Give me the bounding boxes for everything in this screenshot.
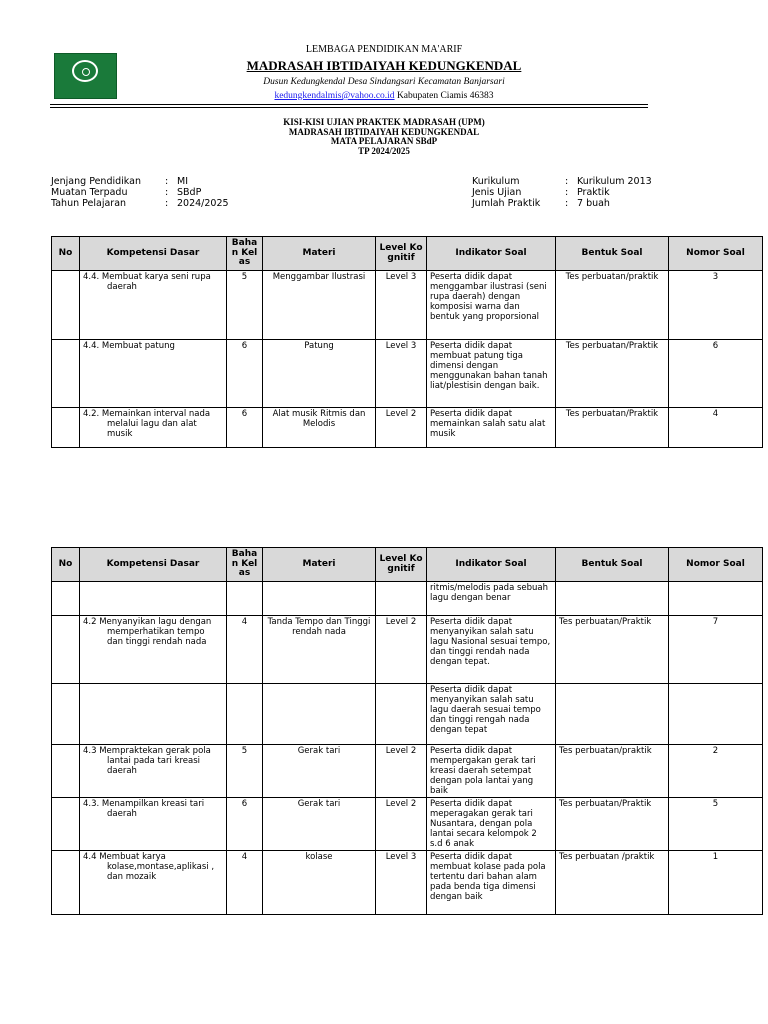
document-title: [0, 118, 768, 156]
title-line-1: KISI-KISI UJIAN PRAKTEK MADRASAH (UPM): [283, 117, 485, 127]
cell-no: [52, 408, 80, 448]
cell-no: [52, 340, 80, 408]
col-header-indikator: Indikator Soal: [427, 548, 556, 582]
cell-kelas: 5: [227, 271, 263, 340]
col-header-nomor: Nomor Soal: [669, 237, 763, 271]
info-value: Kurikulum 2013: [577, 176, 652, 187]
cell-kd: 4.3. Menampilkan kreasi tari daerah: [80, 798, 227, 851]
cell-nomor: 7: [669, 616, 763, 684]
title-line-3: MATA PELAJARAN SBdP: [330, 136, 438, 146]
cell-materi: [263, 582, 376, 616]
title-line-4: TP 2024/2025: [358, 145, 410, 156]
cell-nomor: 4: [669, 408, 763, 448]
table-header-row: [52, 548, 763, 582]
col-header-bentuk: Bentuk Soal: [556, 548, 669, 582]
cell-kd: [80, 684, 227, 745]
cell-no: [52, 684, 80, 745]
info-left: [51, 176, 229, 209]
info-right: [472, 176, 652, 209]
cell-indikator: ritmis/melodis pada sebuah lagu dengan benar: [427, 582, 556, 616]
table-row: [52, 684, 763, 745]
col-header-level: Level Kognitif: [376, 237, 427, 271]
cell-nomor: 5: [669, 798, 763, 851]
info-label: Jenjang Pendidikan: [51, 176, 141, 187]
cell-bentuk: Tes perbuatan/Praktik: [556, 340, 669, 408]
kisi-table-2: [51, 547, 763, 915]
cell-materi: Alat musik Ritmis dan Melodis: [263, 408, 376, 448]
cell-kelas: 4: [227, 616, 263, 684]
col-header-bentuk: Bentuk Soal: [556, 237, 669, 271]
info-value: 7 buah: [577, 198, 610, 209]
cell-level: [376, 684, 427, 745]
cell-kd: [80, 582, 227, 616]
cell-materi: [263, 684, 376, 745]
table-row: [52, 798, 763, 851]
col-header-kelas: Bahan Kelas: [227, 237, 263, 271]
cell-level: Level 3: [376, 271, 427, 340]
cell-no: [52, 745, 80, 798]
title-line-2: MADRASAH IBTIDAIYAH KEDUNGKENDAL: [288, 126, 480, 137]
cell-no: [52, 271, 80, 340]
info-label: Kurikulum: [472, 176, 520, 187]
cell-nomor: [669, 684, 763, 745]
cell-nomor: [669, 582, 763, 616]
info-label: Muatan Terpadu: [51, 187, 128, 198]
kisi-table-1: [51, 236, 763, 448]
col-header-nomor: Nomor Soal: [669, 548, 763, 582]
logo-caption: LP MA'ARIF NU: [61, 90, 110, 97]
table-row: [52, 271, 763, 340]
table-row: [52, 340, 763, 408]
cell-bentuk: [556, 684, 669, 745]
info-label: Jumlah Praktik: [472, 198, 541, 209]
cell-kd: 4.4. Membuat patung: [80, 340, 227, 408]
cell-level: Level 3: [376, 340, 427, 408]
cell-bentuk: Tes perbuatan/Praktik: [556, 408, 669, 448]
cell-bentuk: Tes perbuatan/praktik: [556, 271, 669, 340]
info-value: MI: [177, 176, 188, 187]
cell-nomor: 6: [669, 340, 763, 408]
cell-kd: 4.2 Menyanyikan lagu dengan memperhatikan tempo dan tinggi rendah nada: [80, 616, 227, 684]
cell-nomor: 3: [669, 271, 763, 340]
cell-kd: 4.4 Membuat karya kolase,montase,aplikasi , dan mozaik: [80, 851, 227, 915]
info-row: Jenjang Pendidikan : MI: [51, 176, 188, 187]
cell-indikator: Peserta didik dapat membuat kolase pada pola tertentu dari bahan alam pada benda tiga dimensi dengan baik: [427, 851, 556, 915]
cell-kelas: 6: [227, 340, 263, 408]
email-link[interactable]: kedungkendalmis@vahoo.co.id: [274, 91, 395, 101]
cell-bentuk: Tes perbuatan/Praktik: [556, 616, 669, 684]
cell-kd: 4.4. Membuat karya seni rupa daerah: [80, 271, 227, 340]
header-contact: [0, 91, 768, 101]
cell-materi: Gerak tari: [263, 798, 376, 851]
cell-no: [52, 582, 80, 616]
cell-level: Level 2: [376, 798, 427, 851]
cell-indikator: Peserta didik dapat mempergakan gerak tari kreasi daerah setempat dengan pola lantai yang baik: [427, 745, 556, 798]
table-row: [52, 745, 763, 798]
cell-kd: 4.3 Mempraktekan gerak pola lantai pada tari kreasi daerah: [80, 745, 227, 798]
cell-kelas: 6: [227, 408, 263, 448]
info-value: SBdP: [177, 187, 202, 198]
col-header-no: No: [52, 237, 80, 271]
col-header-level: Level Kognitif: [376, 548, 427, 582]
cell-kelas: 4: [227, 851, 263, 915]
cell-materi: Gerak tari: [263, 745, 376, 798]
cell-indikator: Peserta didik dapat memainkan salah satu alat musik: [427, 408, 556, 448]
cell-bentuk: [556, 582, 669, 616]
cell-nomor: 1: [669, 851, 763, 915]
cell-level: Level 3: [376, 851, 427, 915]
cell-indikator: Peserta didik dapat menyanyikan salah satu lagu daerah sesuai tempo dan tinggi rengah nada dengan tepat: [427, 684, 556, 745]
info-label: Jenis Ujian: [472, 187, 522, 198]
cell-kelas: [227, 582, 263, 616]
cell-kelas: 6: [227, 798, 263, 851]
info-label: Tahun Pelajaran: [51, 198, 127, 209]
header-address: Dusun Kedungkendal Desa Sindangsari Kecamatan Banjarsari: [263, 77, 505, 87]
table-header-row: [52, 237, 763, 271]
header-city: Kabupaten Ciamis 46383: [396, 91, 494, 101]
col-header-kelas: Bahan Kelas: [227, 548, 263, 582]
cell-kelas: [227, 684, 263, 745]
cell-materi: Patung: [263, 340, 376, 408]
table-row: [52, 582, 763, 616]
cell-bentuk: Tes perbuatan /praktik: [556, 851, 669, 915]
cell-level: Level 2: [376, 408, 427, 448]
col-header-materi: Materi: [263, 237, 376, 271]
col-header-no: No: [52, 548, 80, 582]
cell-indikator: Peserta didik dapat menyanyikan salah satu lagu Nasional sesuai tempo, dan tinggi rendah nada dengan tepat.: [427, 616, 556, 684]
col-header-kd: Kompetensi Dasar: [80, 548, 227, 582]
cell-materi: Menggambar Ilustrasi: [263, 271, 376, 340]
cell-level: [376, 582, 427, 616]
info-row: Tahun Pelajaran : 2024/2025: [51, 198, 229, 209]
col-header-materi: Materi: [263, 548, 376, 582]
header-institution: LEMBAGA PENDIDIKAN MA'ARIF: [305, 44, 463, 55]
cell-indikator: Peserta didik dapat meperagakan gerak tari Nusantara, dengan pola lantai secara kelompok 2 s.d 6 anak: [427, 798, 556, 851]
col-header-indikator: Indikator Soal: [427, 237, 556, 271]
cell-materi: kolase: [263, 851, 376, 915]
cell-nomor: 2: [669, 745, 763, 798]
cell-level: Level 2: [376, 616, 427, 684]
cell-no: [52, 851, 80, 915]
info-row: Kurikulum : Kurikulum 2013: [472, 176, 652, 187]
info-value: Praktik: [577, 187, 610, 198]
cell-indikator: Peserta didik dapat menggambar ilustrasi (seni rupa daerah) dengan komposisi warna dan bentuk yang proporsional: [427, 271, 556, 340]
table-row: [52, 851, 763, 915]
cell-kelas: 5: [227, 745, 263, 798]
cell-bentuk: Tes perbuatan/praktik: [556, 745, 669, 798]
cell-no: [52, 798, 80, 851]
cell-materi: Tanda Tempo dan Tinggi rendah nada: [263, 616, 376, 684]
info-value: 2024/2025: [177, 198, 229, 209]
header-divider-2: [50, 107, 648, 108]
info-row: Muatan Terpadu : SBdP: [51, 187, 202, 198]
col-header-kd: Kompetensi Dasar: [80, 237, 227, 271]
table-row: [52, 616, 763, 684]
header-divider: [50, 104, 648, 105]
cell-kd: 4.2. Memainkan interval nada melalui lagu dan alat musik: [80, 408, 227, 448]
info-row: Jenis Ujian : Praktik: [472, 187, 610, 198]
cell-no: [52, 616, 80, 684]
table-row: [52, 408, 763, 448]
cell-bentuk: Tes perbuatan/Praktik: [556, 798, 669, 851]
info-row: Jumlah Praktik : 7 buah: [472, 198, 610, 209]
cell-level: Level 2: [376, 745, 427, 798]
header-school-name: MADRASAH IBTIDAIYAH KEDUNGKENDAL: [246, 58, 522, 73]
cell-indikator: Peserta didik dapat membuat patung tiga dimensi dengan menggunakan bahan tanah liat/plestisin dengan baik.: [427, 340, 556, 408]
